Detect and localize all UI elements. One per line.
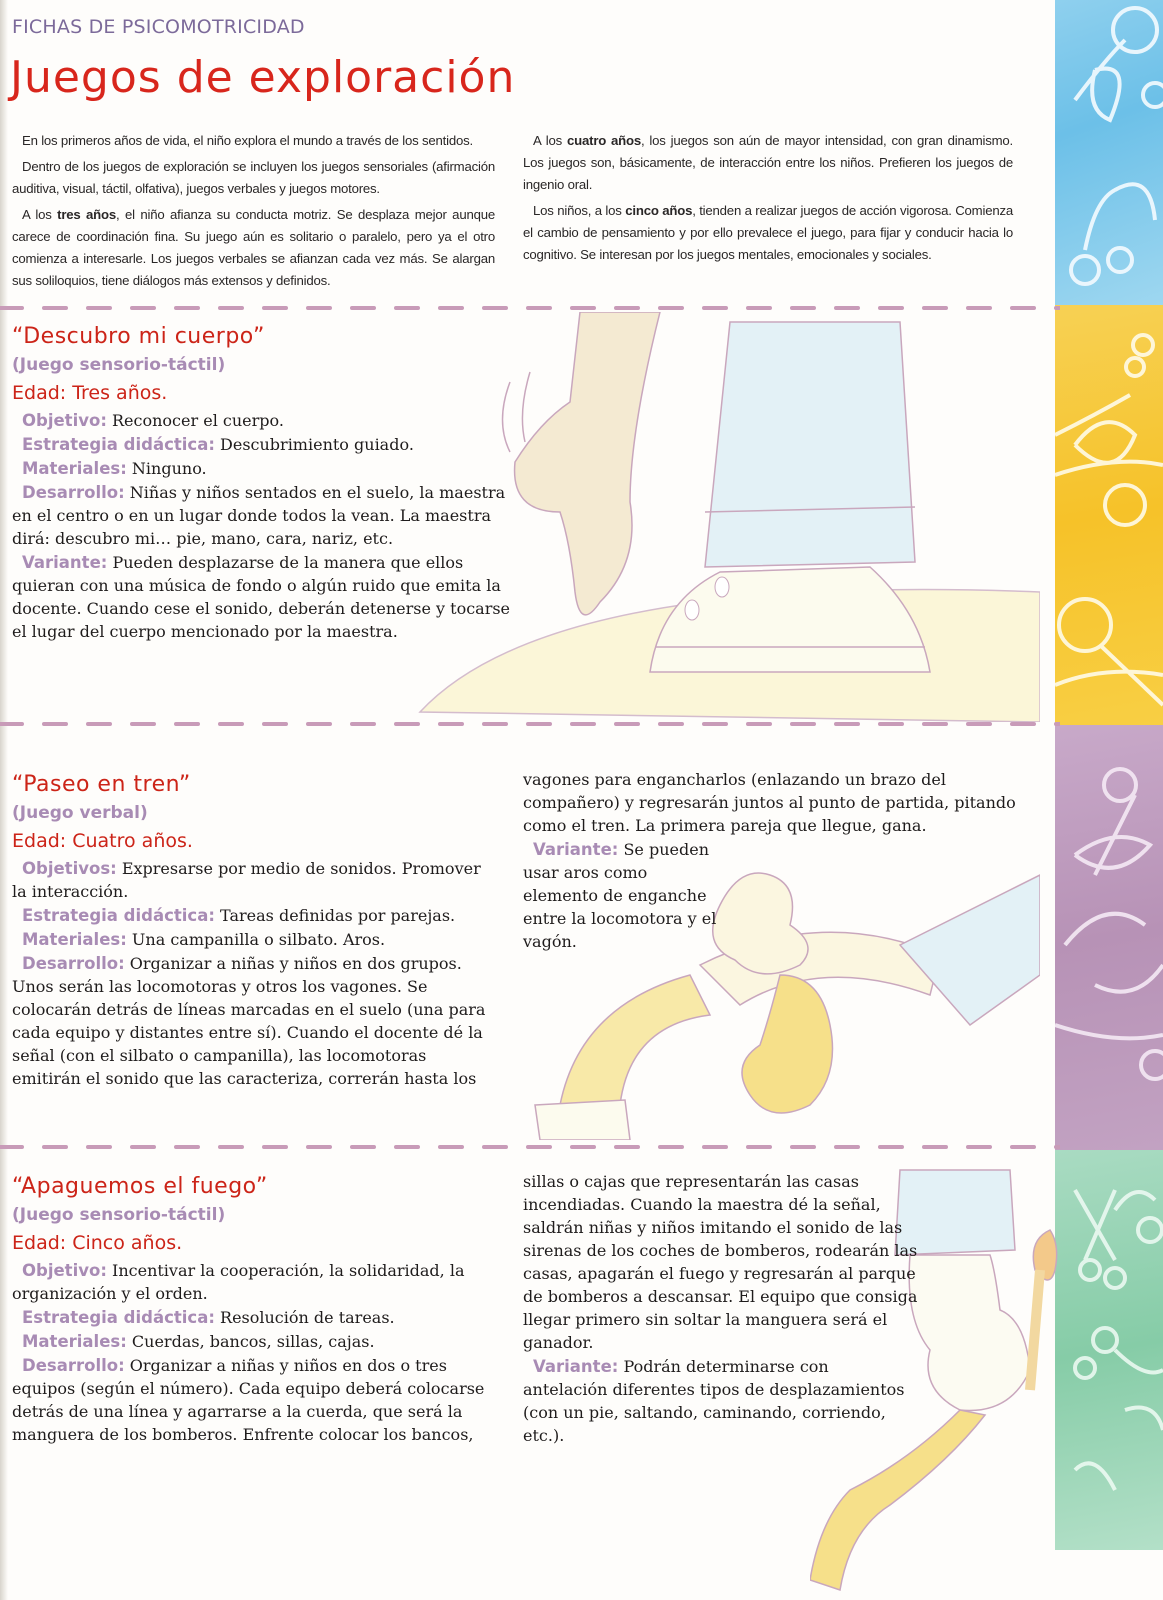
field-objetivos: Objetivos: Expresarse por medio de sonidos. Promover la interacción.	[12, 859, 481, 901]
field-materiales: Materiales: Ninguno.	[22, 459, 207, 478]
field-objetivo: Objetivo: Incentivar la cooperación, la solidaridad, la organización y el orden.	[12, 1261, 465, 1303]
field-estrategia: Estrategia didáctica: Resolución de tareas.	[22, 1308, 395, 1327]
field-materiales: Materiales: Cuerdas, bancos, sillas, cajas.	[22, 1332, 375, 1351]
intro-paragraph: Los niños, a los cinco años, tienden a realizar juegos de acción vigorosa. Comienza el cambio de pensamiento y por ello prevalece el juego, para fijar y conducir hacia lo cognitivo. Se interesan por los juegos mentales, emocionales y sociales.	[523, 203, 1013, 262]
field-estrategia: Estrategia didáctica: Descubrimiento guiado.	[22, 435, 414, 454]
game-card-paseo-en-tren	[12, 770, 499, 1090]
field-desarrollo: Desarrollo: Niñas y niños sentados en el suelo, la maestra en el centro o en un lugar donde todos la vean. La maestra dirá: descubro mi… pie, mano, cara, nariz, etc.	[12, 483, 506, 548]
series-label: FICHAS DE PSICOMOTRICIDAD	[12, 16, 305, 38]
game-title: “Paseo en tren”	[12, 772, 191, 797]
field-objetivo: Objetivo: Reconocer el cuerpo.	[22, 411, 284, 430]
game-card-descubro-mi-cuerpo	[12, 322, 517, 643]
intro-paragraph: A los tres años, el niño afianza su conducta motriz. Se desplaza mejor aunque carece de coordinación fina. Su juego aún es solitario o paralelo, pero ya el otro comienza a interesarle. Los juegos verbales se afianzan cada vez más. Se alargan sus soliloquios, tiene diálogos más extensos y definidos.	[12, 207, 495, 288]
field-variante: Variante: Podrán determinarse con antelación diferentes tipos de desplazamientos (con un pie, saltando, caminando, corriendo, etc.).	[523, 1357, 905, 1445]
field-materiales: Materiales: Una campanilla o silbato. Aros.	[22, 930, 386, 949]
game-age: Edad: Cuatro años.	[12, 830, 193, 852]
intro-left-column	[12, 130, 495, 296]
desarrollo-continuation: vagones para engancharlos (enlazando un brazo del compañero) y regresarán juntos al punto de partida, pitando como el tren. La primera pareja que llegue, gana.	[523, 770, 1016, 835]
game-continuation-paseo-en-tren	[523, 768, 1023, 953]
intro-paragraph: A los cuatro años, los juegos son aún de mayor intensidad, con gran dinamismo. Los juegos son, básicamente, de interacción entre los niños. Prefieren los juegos de ingenio oral.	[523, 133, 1014, 192]
game-age: Edad: Cinco años.	[12, 1232, 183, 1254]
intro-paragraph: Dentro de los juegos de exploración se incluyen los juegos sensoriales (afirmación auditiva, visual, táctil, olfativa), juegos verbales y juegos motores.	[12, 159, 495, 196]
decorative-stripe-blue	[1055, 0, 1163, 305]
dashed-divider	[0, 1143, 1060, 1151]
decorative-stripe-yellow	[1055, 305, 1163, 725]
game-title: “Apaguemos el fuego”	[12, 1174, 268, 1199]
cherry-pattern-icon	[1055, 0, 1163, 305]
field-desarrollo: Desarrollo: Organizar a niñas y niños en dos grupos. Unos serán las locomotoras y otros los vagones. Se colocarán detrás de líneas marcadas en el suelo (una para cada equipo y distantes entre sí). Cuando el docente dé la señal (con el silbato o campanilla), las locomotoras emitirán el sonido que las caracteriza, correrán hasta los	[12, 954, 486, 1088]
game-title: “Descubro mi cuerpo”	[12, 324, 265, 349]
page-gutter-shadow	[0, 0, 8, 1600]
game-type: (Juego verbal)	[12, 803, 148, 823]
cherry-pattern-icon	[1055, 1150, 1163, 1550]
decorative-stripe-purple	[1055, 725, 1163, 1150]
dashed-divider	[0, 304, 1060, 312]
game-age: Edad: Tres años.	[12, 382, 168, 404]
field-estrategia: Estrategia didáctica: Tareas definidas por parejas.	[22, 906, 456, 925]
game-card-apaguemos-el-fuego	[12, 1172, 499, 1446]
game-continuation-apaguemos-el-fuego	[523, 1170, 918, 1447]
game-type: (Juego sensorio-táctil)	[12, 1205, 226, 1225]
field-variante: Variante: Se pueden usar aros como elemento de enganche entre la locomotora y el vagón.	[523, 840, 717, 951]
field-desarrollo: Desarrollo: Organizar a niñas y niños en dos o tres equipos (según el número). Cada equipo deberá colocarse detrás de una línea y agarrarse a la cuerda, que será la manguera de los bomberos. Enfrente colocar los bancos,	[12, 1356, 485, 1444]
intro-right-column	[523, 130, 1013, 270]
game-type: (Juego sensorio-táctil)	[12, 355, 226, 375]
page-title: Juegos de exploración	[10, 52, 516, 103]
intro-paragraph: En los primeros años de vida, el niño explora el mundo a través de los sentidos.	[22, 133, 473, 148]
desarrollo-continuation: sillas o cajas que representarán las casas incendiadas. Cuando la maestra dé la señal, saldrán niñas y niños imitando el sonido de las sirenas de los coches de bomberos, rodearán las casas, apagarán el fuego y regresarán al parque de bomberos a descansar. El equipo que consiga llegar primero sin soltar la manguera será el ganador.	[523, 1172, 918, 1352]
cherry-pattern-icon	[1055, 725, 1163, 1150]
cherry-pattern-icon	[1055, 305, 1163, 725]
decorative-stripe-green	[1055, 1150, 1163, 1550]
field-variante: Variante: Pueden desplazarse de la manera que ellos quieran con una música de fondo o algún ruido que emita la docente. Cuando cese el sonido, deberán detenerse y tocarse el lugar del cuerpo mencionado por la maestra.	[12, 553, 511, 641]
